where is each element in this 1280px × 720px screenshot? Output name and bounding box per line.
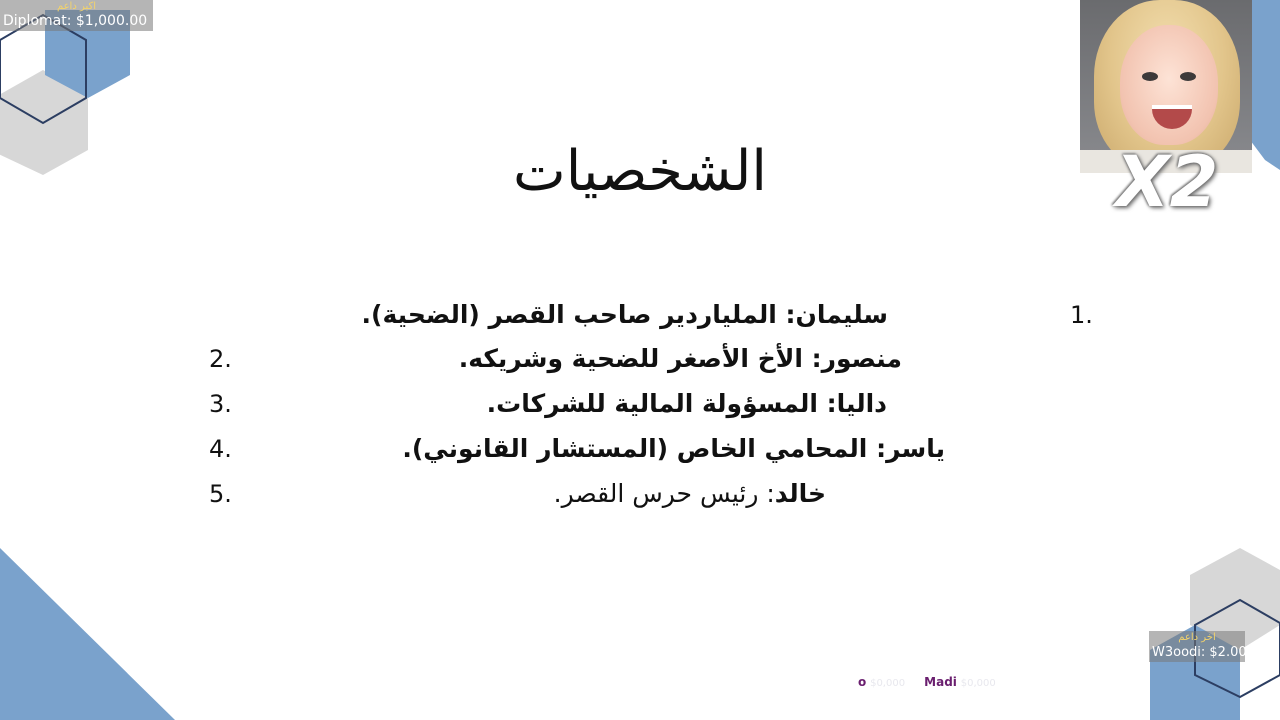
list-number-4: 4.: [209, 435, 232, 463]
top-donor-amount: Diplomat: $1,000.00: [3, 13, 148, 29]
latest-donor-overlay: [1149, 631, 1245, 662]
multiplier-badge: X2: [1115, 141, 1219, 223]
character-role-3: : المسؤولة المالية للشركات.: [486, 389, 837, 418]
character-name-3: داليا: [836, 389, 887, 418]
list-number-5: 5.: [209, 480, 232, 508]
top-donor-overlay: [0, 0, 153, 31]
character-role-4: : المحامي الخاص (المستشار القانوني).: [402, 434, 887, 463]
credit-name-1: o: [858, 675, 867, 689]
slide-title: الشخصيات: [513, 139, 767, 204]
list-number-3: 3.: [209, 390, 232, 418]
character-name-1: سليمان: [795, 300, 888, 329]
triangle-decoration-bottom-left: [0, 548, 175, 720]
character-item-5: [554, 475, 826, 513]
character-name-2: منصور: [821, 344, 902, 373]
credit-name-2: Madi: [924, 675, 957, 689]
character-name-4: ياسر: [886, 434, 945, 463]
character-item-2: [459, 340, 902, 378]
character-name-5: خالد: [774, 479, 826, 508]
blue-strip-decoration: [1250, 0, 1280, 170]
top-donor-caption: اكبر داعم: [56, 1, 97, 12]
character-item-3: [487, 385, 887, 423]
list-number-1: 1.: [1070, 301, 1093, 329]
list-number-2: 2.: [209, 345, 232, 373]
character-role-5: : رئيس حرس القصر.: [553, 479, 775, 508]
character-role-2: : الأخ الأصغر للضحية وشريكه.: [458, 344, 822, 373]
webcam-eye-right: [1180, 72, 1196, 81]
webcam-eye-left: [1142, 72, 1158, 81]
latest-donor-caption: اخر داعم: [1178, 632, 1216, 643]
donor-credits: [858, 672, 1028, 692]
character-item-4: [402, 430, 945, 468]
credit-amount-1: $0,000: [870, 678, 906, 689]
credit-amount-2: $0,000: [960, 678, 996, 689]
latest-donor-amount: W3oodi: $2.00: [1152, 645, 1247, 660]
character-role-1: : الملياردير صاحب القصر (الضحية).: [361, 300, 796, 329]
character-item-1: [362, 296, 888, 334]
